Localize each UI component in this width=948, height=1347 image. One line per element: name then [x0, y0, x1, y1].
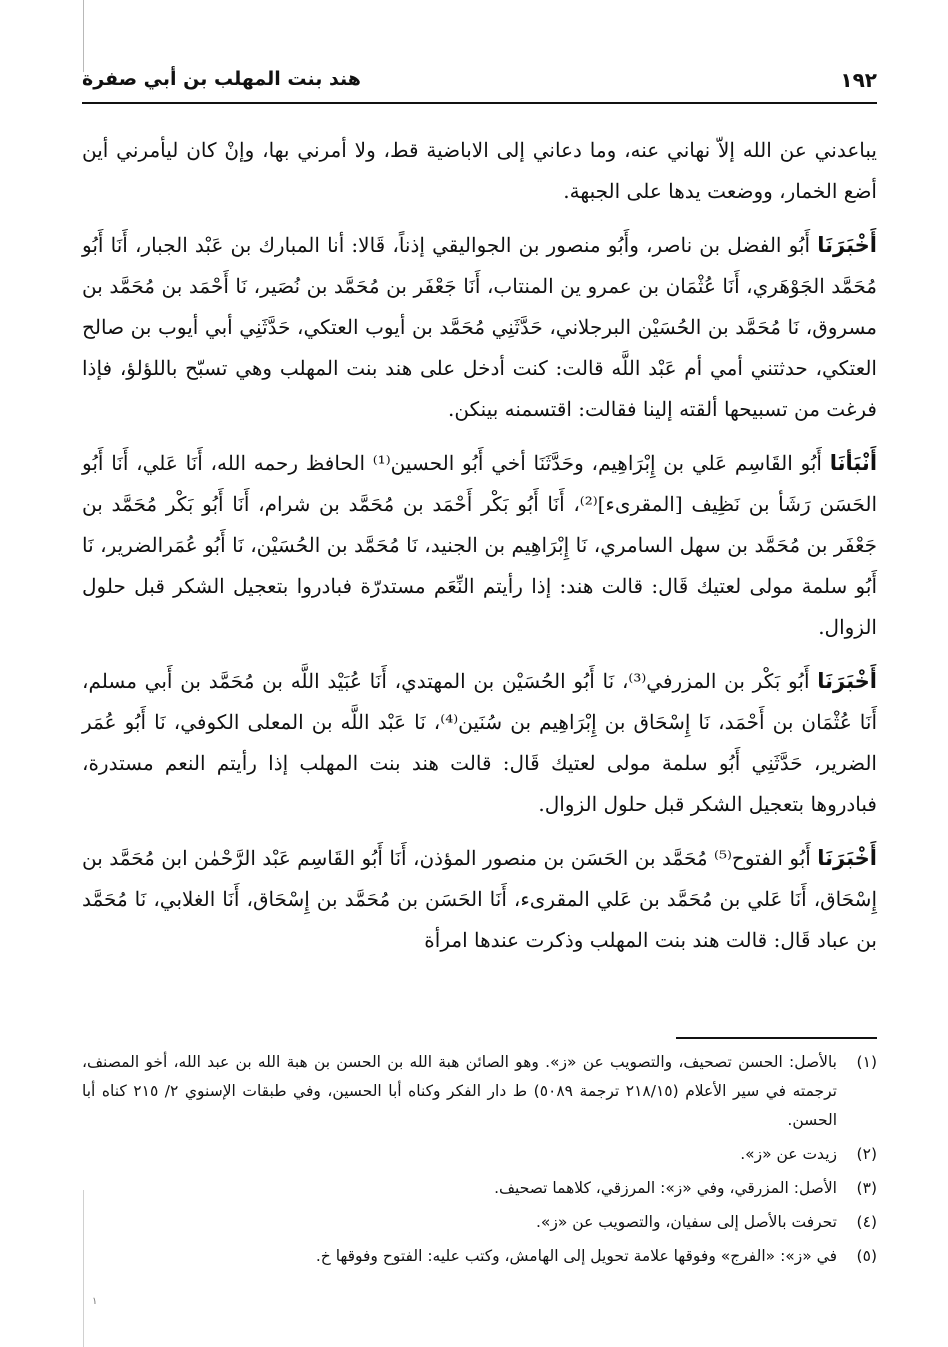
footnote-number: (٥)	[856, 1247, 877, 1265]
paragraph-1	[82, 130, 877, 212]
paragraph-lead: أَخْبَرَنَا	[817, 669, 878, 693]
footnote-number: (٤)	[856, 1213, 877, 1231]
paragraph-4	[82, 661, 877, 825]
footnote-4	[82, 1208, 877, 1237]
footnote-3	[82, 1174, 877, 1203]
paragraph-3	[82, 443, 877, 648]
main-text	[82, 130, 877, 974]
footnote-2	[82, 1140, 877, 1169]
footnotes	[82, 1048, 877, 1276]
footnote-text: الأصل: المزرقي، وفي «ز»: المرزقي، كلاهما تصحيف.	[494, 1179, 837, 1197]
paragraph-2	[82, 225, 877, 430]
page-header	[82, 66, 877, 98]
paragraph-lead: أَنْبَأنَا	[829, 451, 878, 475]
paragraph-text: أَبُو الفضل بن ناصر، وأَبُو منصور بن الجواليقي إذناً، قَالا: أنا المبارك بن عَبْد الجبار، أَنَا أَبُو مُحَمَّد الجَوْهَري، أَنَا عُثْمَان بن عمرو ين المنتاب، أَنَا جَعْفَر بن مُحَمَّد بن نُصَير، نَا أَحْمَد بن مُحَمَّد بن مسروق، نَا مُحَمَّد بن الحُسَيْن البرجلاني، حَدَّثَنِي مُحَمَّد بن أيوب العتكي، حَدَّثَنِي أبي أيوب بن صالح العتكي، حدثتني أمي أم عَبْد اللَّه قالت: كنت أدخل على هند بنت المهلب وهي تسبّح باللؤلؤ، فإذا فرغت من تسبيحها ألقته إلينا فقالت: اقتسمنه بينكن.	[82, 233, 877, 421]
paragraph-text: أَبُو بَكْر بن المزرفي⁽³⁾، نَا أَبُو الحُسَيْن بن المهتدي، أَنَا عُبَيْد اللَّه بن مُحَمَّد بن أَبي مسلم، أَنَا عُثْمَان بن أَحْمَد، نَا إِسْحَاق بن إِبْرَاهِيم بن سُنَين⁽⁴⁾، نَا عَبْد اللَّه بن المعلى الكوفي، نَا أَبُو عُمَر الضرير، حَدَّثَنِي أَبُو سلمة مولى لعتيك قَال: قالت هند بنت المهلب إذا رأيتم النعم مستدرة، فبادروها بتعجيل الشكر قبل حلول الزوال.	[82, 669, 878, 816]
scan-edge-line	[83, 0, 84, 72]
footnote-text: تحرفت بالأصل إلى سفيان، والتصويب عن «ز».	[535, 1213, 837, 1231]
footnote-text: في «ز»: «الفرج» وفوقها علامة تحويل إلى الهامش، وكتب عليه: الفتوح وفوقها خ.	[315, 1247, 837, 1265]
paragraph-text: يباعدني عن الله إلاّ نهاني عنه، وما دعاني إلى الاباضية قط، ولا أمرني بها، وإنْ كان ليأمرني أين أضع الخمار، ووضعت يدها على الجبهة.	[82, 138, 877, 203]
paragraph-text: أَبُو الفتوح⁽⁵⁾ مُحَمَّد بن الحَسَن بن منصور المؤذن، أَنَا أَبُو القَاسِم عَبْد الرَّحْمٰن ابن مُحَمَّد بن إِسْحَاق، أَنَا عَلي بن مُحَمَّد بن عَلي المقرىء، أَنَا الحَسَن بن مُحَمَّد بن إِسْحَاق، أَنَا الغلابي، نَا مُحَمَّد بن عباد قَال: قالت هند بنت المهلب وذكرت عندها امرأة	[82, 846, 877, 952]
paragraph-lead: أَخْبَرَنَا	[817, 846, 877, 870]
paragraph-5	[82, 838, 877, 961]
footnote-text: زيدت عن «ز».	[740, 1145, 837, 1163]
corner-mark: ١	[92, 1296, 98, 1307]
footnote-5	[82, 1242, 877, 1271]
page-number: ١٩٢	[840, 68, 877, 92]
footnote-number: (١)	[856, 1053, 877, 1071]
paragraph-text: أَبُو القَاسِم عَلي بن إِبْرَاهِيم، وحَدَّثَنَا أخي أَبُو الحسين⁽¹⁾ الحافظ رحمه الله، أَنَا عَلي، أَنَا أَبُو الحَسَن رَشَأ بن نَظِيف [المقرىء]⁽²⁾، أَنَا أَبُو بَكْر أَحْمَد بن مُحَمَّد بن شرام، أَنَا أَبُو بَكْر مُحَمَّد بن جَعْفَر بن مُحَمَّد بن سهل السامري، نَا إِبْرَاهِيم بن الجنيد، نَا مُحَمَّد بن الحُسَيْن، نَا أَبُو عُمَرالضرير، نَا أَبُو سلمة مولى لعتيك قَال: قالت هند: إذا رأيتم النِّعَم مستدرّة فبادروا بتعجيل الشكر قبل حلول الزوال.	[82, 451, 877, 639]
footnote-1	[82, 1048, 877, 1135]
footnote-number: (٣)	[856, 1179, 877, 1197]
footnote-text: بالأصل: الحسن تصحيف، والتصويب عن «ز». وهو الصائن هبة الله بن الحسن بن هبة الله بن عبد الله، أخو المصنف، ترجمته في سير الأعلام (٢١٨/١٥ ترجمة ٥٠٨٩) ط دار الفكر وكناه أبا الحسين، وفي طبقات الإسنوي ٢/ ٢١٥ كناه أبا الحسن.	[82, 1053, 837, 1129]
paragraph-lead: أَخْبَرَنَا	[817, 233, 877, 257]
running-title: هند بنت المهلب بن أبي صفرة	[82, 68, 361, 90]
header-rule	[82, 102, 877, 104]
footnote-separator	[676, 1037, 877, 1039]
footnote-number: (٢)	[856, 1145, 877, 1163]
